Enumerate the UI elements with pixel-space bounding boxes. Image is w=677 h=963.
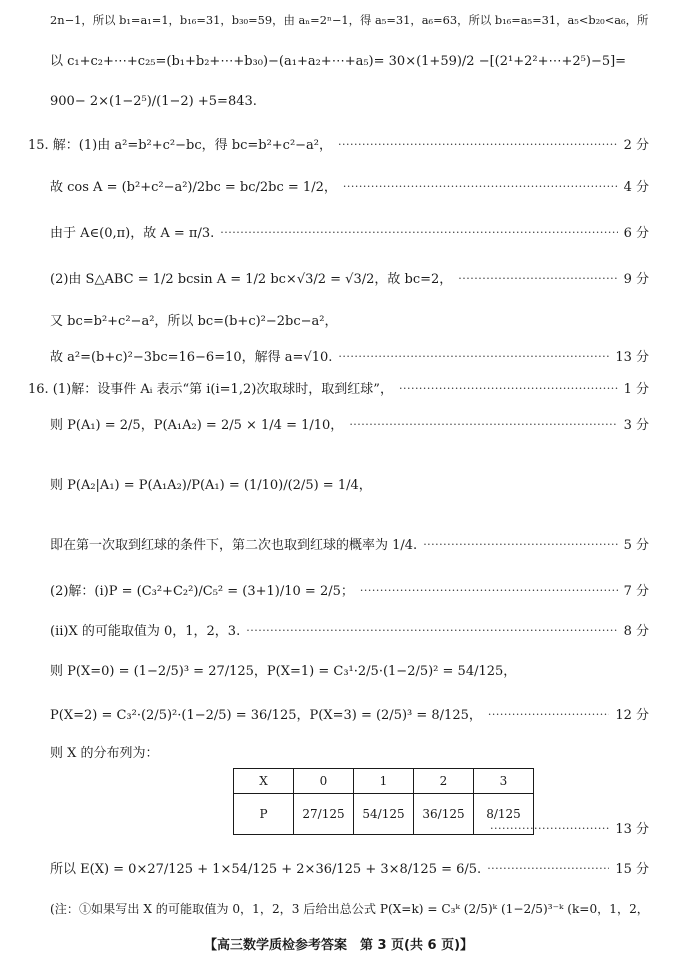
table-cell: 36/125	[414, 794, 474, 835]
dot-leader	[458, 271, 617, 285]
line-text: (2)由 S△ABC = 1/2 bcsin A = 1/2 bc×√3/2 = √3/2，故 bc=2，	[50, 272, 453, 287]
q16-line-8	[50, 704, 649, 723]
dot-leader	[349, 417, 617, 431]
q16-line-2	[50, 414, 649, 433]
score: 13 分	[615, 822, 649, 837]
dot-leader	[338, 137, 618, 151]
note-line	[50, 900, 649, 917]
q15-line-1	[28, 134, 649, 153]
q15-line-3	[50, 222, 649, 241]
table-cell: 0	[294, 769, 354, 794]
dot-leader	[399, 381, 618, 395]
score: 7 分	[623, 584, 649, 599]
q15-line-5	[50, 310, 649, 329]
table-cell: 1	[354, 769, 414, 794]
line-text: 16. (1)解：设事件 Aᵢ 表示“第 i(i=1,2)次取球时，取到红球”，	[28, 382, 393, 397]
line-text: 以 c₁+c₂+⋯+c₂₅=(b₁+b₂+⋯+b₃₀)−(a₁+a₂+⋯+a₅)= 30×(1+59)/2 −[(2¹+2²+⋯+2⁵)−5]=	[50, 54, 627, 69]
line-text: (2)解：(ⅰ)P = (C₃²+C₂²)/C₅² = (3+1)/10 = 2/5；	[50, 584, 354, 599]
score: 15 分	[615, 862, 649, 877]
dot-leader	[246, 623, 617, 637]
table-cell: X	[234, 769, 294, 794]
line-text: (ⅱ)X 的可能取值为 0，1，2，3.	[50, 624, 241, 639]
line-2	[50, 50, 649, 69]
table-cell: P	[234, 794, 294, 835]
line-text: 900− 2×(1−2⁵)/(1−2) +5=843.	[50, 94, 257, 109]
dot-leader	[490, 821, 609, 835]
score: 8 分	[623, 624, 649, 639]
score: 2 分	[623, 138, 649, 153]
q15-line-2	[50, 176, 649, 195]
dot-leader	[220, 225, 617, 239]
table-cell: 27/125	[294, 794, 354, 835]
q16-line-1	[28, 378, 649, 397]
score: 3 分	[623, 418, 649, 433]
distribution-score-line	[484, 818, 649, 837]
score: 12 分	[615, 708, 649, 723]
dot-leader	[338, 349, 609, 363]
q16-line-9	[50, 742, 649, 761]
dot-leader	[360, 583, 618, 597]
q16-line-7	[50, 660, 649, 679]
line-text: 由于 A∈(0,π)，故 A = π/3.	[50, 226, 215, 241]
line-text: 则 P(X=0) = (1−2/5)³ = 27/125，P(X=1) = C₃¹·2/5·(1−2/5)² = 54/125，	[50, 664, 517, 679]
table-cell: 2	[414, 769, 474, 794]
dot-leader	[487, 861, 609, 875]
score: 5 分	[623, 538, 649, 553]
line-text: (注：①如果写出 X 的可能取值为 0，1，2，3 后给出总公式 P(X=k) = C₃ᵏ (2/5)ᵏ (1−2/5)³⁻ᵏ (k=0，1，2，	[50, 902, 649, 916]
line-text: 故 a²=(b+c)²−3bc=16−6=10，解得 a=√10.	[50, 350, 333, 365]
line-text: P(X=2) = C₃²·(2/5)²·(1−2/5) = 36/125，P(X=3) = (2/5)³ = 8/125，	[50, 708, 482, 723]
q16-line-3	[50, 474, 649, 493]
dot-leader	[343, 179, 618, 193]
line-text: 所以 E(X) = 0×27/125 + 1×54/125 + 2×36/125 + 3×8/125 = 6/5.	[50, 862, 482, 877]
table-cell: 3	[474, 769, 534, 794]
q16-line-5	[50, 580, 649, 599]
line-1	[50, 12, 649, 28]
line-text: 则 X 的分布列为：	[50, 746, 159, 761]
line-text: 又 bc=b²+c²−a²，所以 bc=(b+c)²−2bc−a²，	[50, 314, 338, 329]
line-3	[50, 94, 649, 109]
q15-line-6	[50, 346, 649, 365]
line-text: 则 P(A₂|A₁) = P(A₁A₂)/P(A₁) = (1/10)/(2/5) = 1/4，	[50, 478, 372, 493]
line-text: 即在第一次取到红球的条件下，第二次也取到红球的概率为 1/4.	[50, 538, 418, 553]
score: 4 分	[623, 180, 649, 195]
distribution-header-row	[234, 769, 534, 794]
line-text: 故 cos A = (b²+c²−a²)/2bc = bc/2bc = 1/2，	[50, 180, 337, 195]
line-text: 2n−1，所以 b₁=a₁=1，b₁₆=31，b₃₀=59，由 aₙ=2ⁿ−1，得 a₅=31，a₆=63，所以 b₁₆=a₅=31，a₅<b₂₀<a₆，所	[50, 13, 649, 27]
score: 13 分	[615, 350, 649, 365]
score: 6 分	[623, 226, 649, 241]
dot-leader	[423, 537, 617, 551]
line-text: 则 P(A₁) = 2/5，P(A₁A₂) = 2/5 × 1/4 = 1/10，	[50, 418, 344, 433]
line-text: 15. 解：(1)由 a²=b²+c²−bc，得 bc=b²+c²−a²，	[28, 138, 333, 153]
q16-line-6	[50, 620, 649, 639]
table-cell: 8/125	[474, 794, 534, 835]
table-cell: 54/125	[354, 794, 414, 835]
score: 9 分	[623, 272, 649, 287]
q15-line-4	[50, 268, 649, 287]
q16-line-4	[50, 534, 649, 553]
score: 1 分	[623, 382, 649, 397]
q16-line-10	[50, 858, 649, 877]
page-footer: 【高三数学质检参考答案 第 3 页(共 6 页)】	[203, 938, 474, 953]
dot-leader	[488, 707, 609, 721]
